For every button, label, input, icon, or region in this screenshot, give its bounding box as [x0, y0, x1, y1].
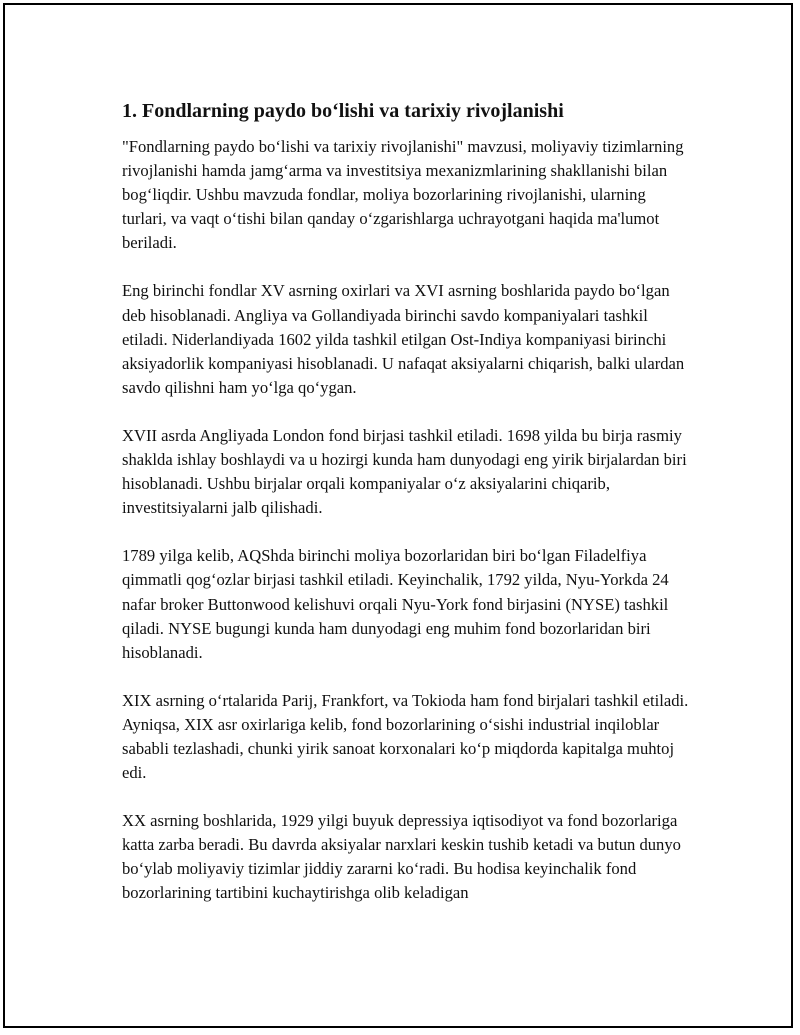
paragraph-2: Eng birinchi fondlar XV asrning oxirlari va XVI asrning boshlarida paydo bo‘lgan deb hisoblanadi. Angliya va Gollandiyada birinchi savdo kompaniyalari tashkil etiladi. Niderlandiyada 1602 yilda tashkil etilgan Ost-Indiya kompaniyasi birinchi aksiyadorlik kompaniyasi hisoblanadi. U nafaqat aksiyalarni chiqarish, balki ulardan savdo qilishni ham yo‘lga qo‘ygan. — [122, 281, 685, 397]
paragraph-3: XVII asrda Angliyada London fond birjasi tashkil etiladi. 1698 yilda bu birja rasmiy shaklda ishlay boshlaydi va u hozirgi kunda ham dunyodagi eng yirik birjalardan biri hisoblanadi. Ushbu birjalar orqali kompaniyalar o‘z aksiyalarini chiqarib, investitsiyalarni jalb qilishadi. — [122, 425, 687, 518]
document-title: 1. Fondlarning paydo bo‘lishi va tarixiy rivojlanishi — [122, 100, 564, 122]
paragraph-5: XIX asrning o‘rtalarida Parij, Frankfort, va Tokioda ham fond birjalari tashkil etiladi. Ayniqsa, XIX asr oxirlariga kelib, fond bozorlarining o‘sishi industrial inqiloblar sababli tezlashadi, chunki yirik sanoat korxonalari ko‘p miqdorda kapitalga muhtoj edi. — [122, 690, 689, 783]
document-body — [122, 97, 692, 930]
page-frame — [3, 3, 793, 1028]
paragraph-1: "Fondlarning paydo bo‘lishi va tarixiy rivojlanishi" mavzusi, moliyaviy tizimlarning rivojlanishi hamda jamg‘arma va investitsiya mexanizmlarining shakllanishi bilan bog‘liqdir. Ushbu mavzuda fondlar, moliya bozorlarining rivojlanishi, ularning turlari, va vaqt o‘tishi bilan qanday o‘zgarishlarga uchrayotgani haqida ma'lumot beriladi. — [122, 137, 684, 253]
paragraph-4: 1789 yilga kelib, AQShda birinchi moliya bozorlaridan biri bo‘lgan Filadelfiya qimmatli qog‘ozlar birjasi tashkil etiladi. Keyinchalik, 1792 yilda, Nyu-Yorkda 24 nafar broker Buttonwood kelishuvi orqali Nyu-York fond birjasini (NYSE) tashkil qiladi. NYSE bugungi kunda ham dunyodagi eng muhim fond bozorlaridan biri hisoblanadi. — [122, 546, 669, 662]
paragraph-6: XX asrning boshlarida, 1929 yilgi buyuk depressiya iqtisodiyot va fond bozorlariga katta zarba beradi. Bu davrda aksiyalar narxlari keskin tushib ketadi va butun dunyo bo‘ylab moliyaviy tizimlar jiddiy zararni ko‘radi. Bu hodisa keyinchalik fond bozorlarining tartibini kuchaytirishga olib keladigan — [122, 811, 681, 903]
